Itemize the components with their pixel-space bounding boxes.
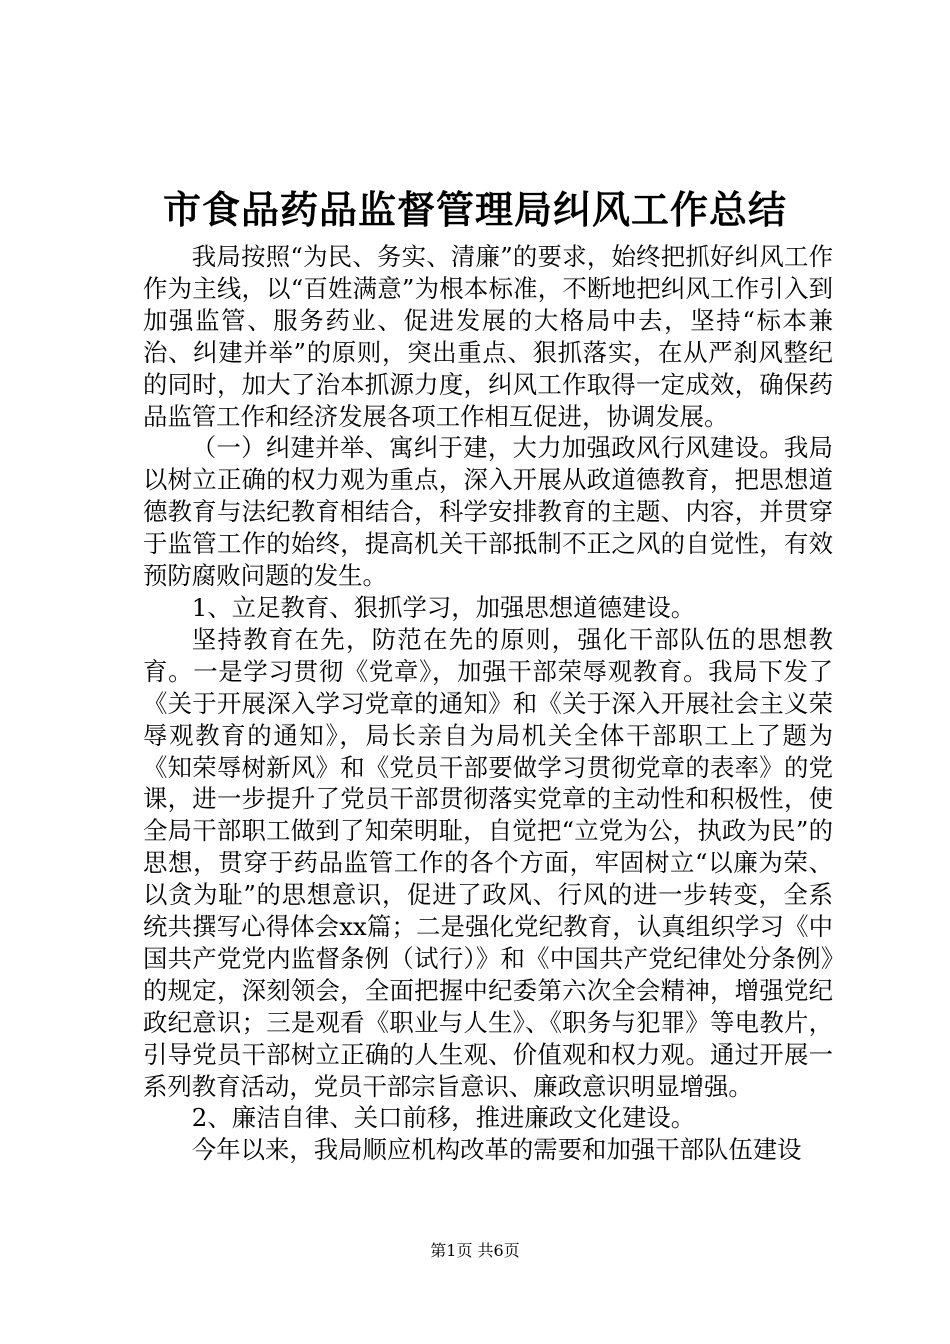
paragraph-subheading-1: 1、立足教育、狠抓学习，加强思想道德建设。 [191, 592, 696, 622]
paragraph-section-1: （一）纠建并举、寓纠于建，大力加强政风行风建设。我局以树立正确的权力观为重点，深入开展从政道德教育，把思想道德教育与法纪教育相结合，科学安排教育的主题、内容，并贯穿于监管工作的始终，提高机关干部抵制不正之风的自觉性，有效预防腐败问题的发生。 [143, 433, 833, 591]
document-title: 市食品药品监督管理局纠风工作总结 [162, 187, 787, 232]
paragraph-education: 坚持教育在先，防范在先的原则，强化干部队伍的思想教育。一是学习贯彻《党章》，加强干部荣辱观教育。我局下发了《关于开展深入学习党章的通知》和《关于深入开展社会主义荣辱观教育的通知》，局长亲自为局机关全体干部职工上了题为《知荣辱树新风》和《党员干部要做学习贯彻党章的表率》的党课，进一步提升了党员干部贯彻落实党章的主动性和积极性，使全局干部职工做到了知荣明耻，自觉把“立党为公，执政为民”的思想，贯穿于药品监管工作的各个方面，牢固树立“以廉为荣、以贪为耻”的思想意识，促进了政风、行风的进一步转变，全系统共撰写心得体会xx篇；二是强化党纪教育，认真组织学习《中国共产党党内监督条例（试行）》和《中国共产党纪律处分条例》的规定，深刻领会，全面把握中纪委第六次全会精神，增强党纪政纪意识；三是观看《职业与人生》、《职务与犯罪》等电教片，引导党员干部树立正确的人生观、价值观和权力观。通过开展一系列教育活动，党员干部宗旨意识、廉政意识明显增强。 [143, 624, 833, 1101]
paragraph-continuation: 今年以来，我局顺应机构改革的需要和加强干部队伍建设 [191, 1135, 802, 1165]
document-body [143, 241, 833, 1166]
paragraph-subheading-2: 2、廉洁自律、关口前移，推进廉政文化建设。 [191, 1103, 696, 1133]
page-number-footer: 第1页 共6页 [430, 1241, 520, 1260]
paragraph-intro: 我局按照“为民、务实、清廉”的要求，始终把抓好纠风工作作为主线，以“百姓满意”为根本标准，不断地把纠风工作引入到加强监管、服务药业、促进发展的大格局中去，坚持“标本兼治、纠建并举”的原则，突出重点、狠抓落实，在从严刹风整纪的同时，加大了治本抓源力度，纠风工作取得一定成效，确保药品监管工作和经济发展各项工作相互促进，协调发展。 [143, 242, 833, 431]
